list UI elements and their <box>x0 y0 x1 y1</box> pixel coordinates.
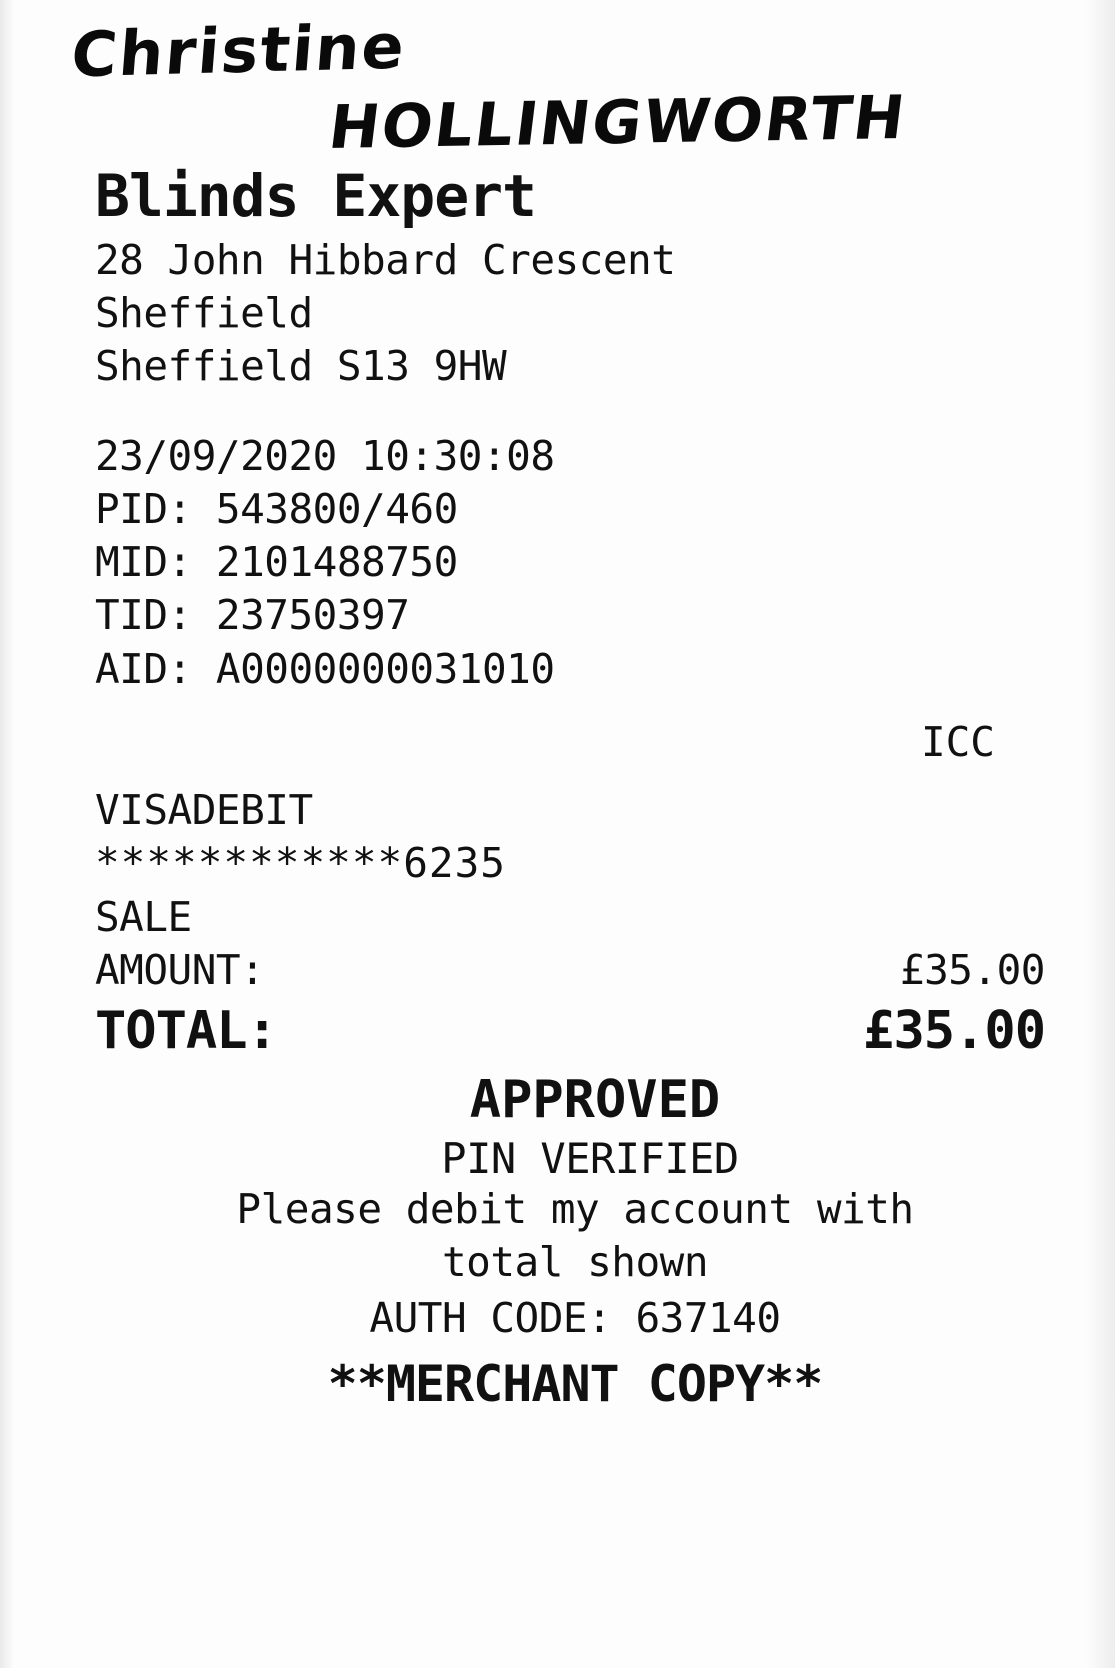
amount-label: AMOUNT: <box>95 945 265 994</box>
total-label: TOTAL: <box>95 1001 277 1062</box>
transaction-tid: TID: 23750397 <box>95 591 410 640</box>
total-value: £35.00 <box>863 1001 1045 1062</box>
debit-notice-line-2: total shown <box>441 1238 709 1287</box>
card-masked-pan: ************6235 <box>95 839 506 888</box>
transaction-aid: AID: A0000000031010 <box>95 644 555 693</box>
spacer-after-address <box>95 394 1055 430</box>
amount-value: £35.00 <box>899 945 1045 994</box>
approval-status: APPROVED <box>469 1070 721 1131</box>
scan-edge-left <box>0 0 14 1668</box>
card-scheme: VISADEBIT <box>95 786 313 834</box>
receipt-body <box>95 162 1055 1414</box>
verification-method: PIN VERIFIED <box>441 1134 739 1184</box>
scan-edge-right <box>1085 0 1115 1668</box>
merchant-address-line-3: Sheffield S13 9HW <box>95 342 507 391</box>
handwritten-first-name: Christine <box>68 9 409 92</box>
total-row <box>95 999 1055 1064</box>
merchant-address-line-2: Sheffield <box>95 288 313 337</box>
transaction-mid: MID: 2101488750 <box>95 538 458 587</box>
merchant-name: Blinds Expert <box>95 162 536 230</box>
card-details-block <box>95 784 1055 944</box>
copy-type: **MERCHANT COPY** <box>327 1355 823 1414</box>
debit-notice-line-1: Please debit my account with <box>236 1185 914 1234</box>
transaction-pid: PID: 543800/460 <box>95 484 458 533</box>
auth-code: AUTH CODE: 637140 <box>369 1293 781 1342</box>
handwritten-last-name: HOLLINGWORTH <box>325 82 911 164</box>
merchant-address-line-1: 28 John Hibbard Crescent <box>95 235 676 284</box>
entry-method-icc: ICC <box>920 718 995 766</box>
transaction-type: SALE <box>95 892 192 941</box>
transaction-datetime: 23/09/2020 10:30:08 <box>95 431 555 480</box>
amount-row <box>95 944 1055 997</box>
